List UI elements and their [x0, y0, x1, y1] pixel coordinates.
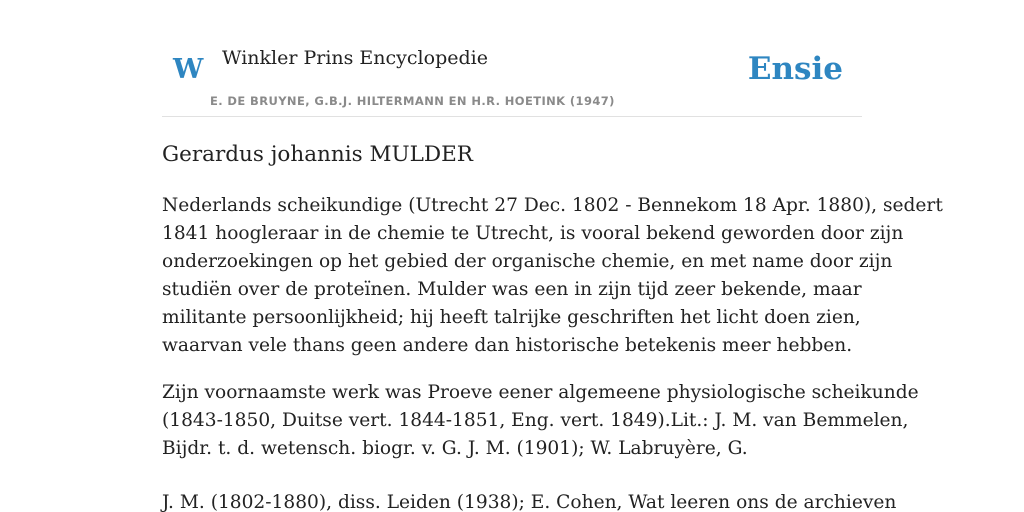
paragraph-line: Bijdr. t. d. wetensch. biogr. v. G. J. M. (1901); W. Labruyère, G.	[162, 438, 748, 459]
paragraph-line: onderzoekingen op het gebied der organische chemie, en met name door zijn	[162, 251, 893, 272]
article-paragraph	[162, 489, 897, 512]
paragraph-line: studiën over de proteïnen. Mulder was een in zijn tijd zeer bekende, maar	[162, 279, 862, 300]
paragraph-line: Zijn voornaamste werk was Proeve eener algemeene physiologische scheikunde	[162, 382, 919, 403]
source-authors: E. DE BRUYNE, G.B.J. HILTERMANN EN H.R. HOETINK (1947)	[210, 94, 615, 108]
source-header	[162, 0, 862, 117]
article-title: Gerardus johannis MULDER	[162, 142, 473, 167]
winkler-prins-logo[interactable]: W	[173, 54, 204, 85]
paragraph-line: Nederlands scheikundige (Utrecht 27 Dec. 1802 - Bennekom 18 Apr. 1880), sedert	[162, 195, 943, 216]
paragraph-line: 1841 hoogleraar in de chemie te Utrecht, is vooral bekend geworden door zijn	[162, 223, 904, 244]
paragraph-line: J. M. (1802-1880), diss. Leiden (1938); E. Cohen, Wat leeren ons de archieven	[162, 492, 897, 512]
article-paragraph	[162, 192, 943, 360]
source-title[interactable]: Winkler Prins Encyclopedie	[222, 47, 488, 69]
paragraph-line: waarvan vele thans geen andere dan historische betekenis meer hebben.	[162, 335, 853, 356]
paragraph-line: (1843-1850, Duitse vert. 1844-1851, Eng. vert. 1849).Lit.: J. M. van Bemmelen,	[162, 410, 909, 431]
article-body	[162, 138, 943, 512]
ensie-brand-logo[interactable]: Ensie	[747, 51, 843, 87]
paragraph-line: militante persoonlijkheid; hij heeft talrijke geschriften het licht doen zien,	[162, 307, 861, 328]
article-paragraph	[162, 379, 919, 463]
